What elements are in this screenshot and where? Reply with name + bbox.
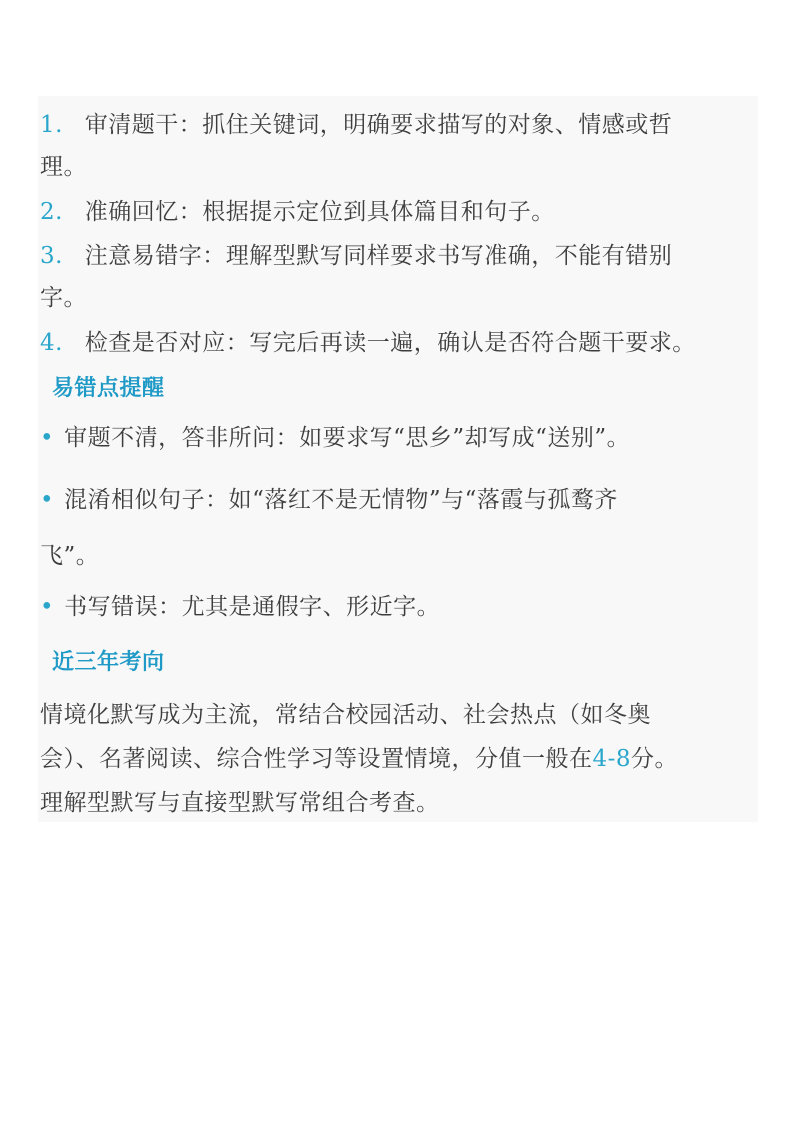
trends-line-1: 情境化默写成为主流，常结合校园活动、社会热点（如冬奥 (40, 702, 651, 728)
bullet-icon: • (40, 425, 55, 451)
error-text: 书写错误：尤其是通假字、形近字。 (64, 594, 441, 620)
errors-heading: 易错点提醒 (52, 375, 165, 401)
step-1-continuation: 理。 (40, 154, 87, 180)
error-text: 审题不清，答非所问：如要求写“思乡”却写成“送别”。 (64, 425, 631, 451)
error-item-2 (40, 485, 618, 515)
step-text: 审清题干：抓住关键词，明确要求描写的对象、情感或哲 (84, 112, 673, 138)
step-text: 检查是否对应：写完后再读一遍，确认是否符合题干要求。 (84, 330, 696, 356)
step-number: 3. (40, 243, 63, 269)
step-4 (40, 328, 696, 358)
step-number: 1. (40, 112, 63, 138)
trends-text-end: 分。 (631, 746, 679, 772)
step-3 (40, 241, 672, 271)
bullet-icon: • (40, 594, 55, 620)
trends-line-3: 理解型默写与直接型默写常组合考查。 (40, 790, 440, 816)
trends-heading: 近三年考向 (52, 649, 165, 675)
error-text: 混淆相似句子：如“落红不是无情物”与“落霞与孤鹜齐 (64, 487, 618, 513)
step-number: 2. (40, 199, 63, 225)
error-item-1 (40, 423, 630, 453)
step-3-continuation: 字。 (40, 285, 87, 311)
bullet-icon: • (40, 487, 55, 513)
step-1 (40, 110, 672, 140)
step-number: 4. (40, 330, 63, 356)
error-item-3 (40, 592, 440, 622)
step-text: 准确回忆：根据提示定位到具体篇目和句子。 (84, 199, 555, 225)
score-range: 4-8 (592, 746, 632, 772)
trends-line-2 (40, 744, 678, 774)
error-item-2-continuation: 飞”。 (40, 543, 100, 569)
step-2 (40, 197, 555, 227)
trends-text: 会）、名著阅读、综合性学习等设置情境，分值一般在 (40, 746, 593, 772)
step-text: 注意易错字：理解型默写同样要求书写准确，不能有错别 (84, 243, 673, 269)
content-block (38, 96, 758, 822)
